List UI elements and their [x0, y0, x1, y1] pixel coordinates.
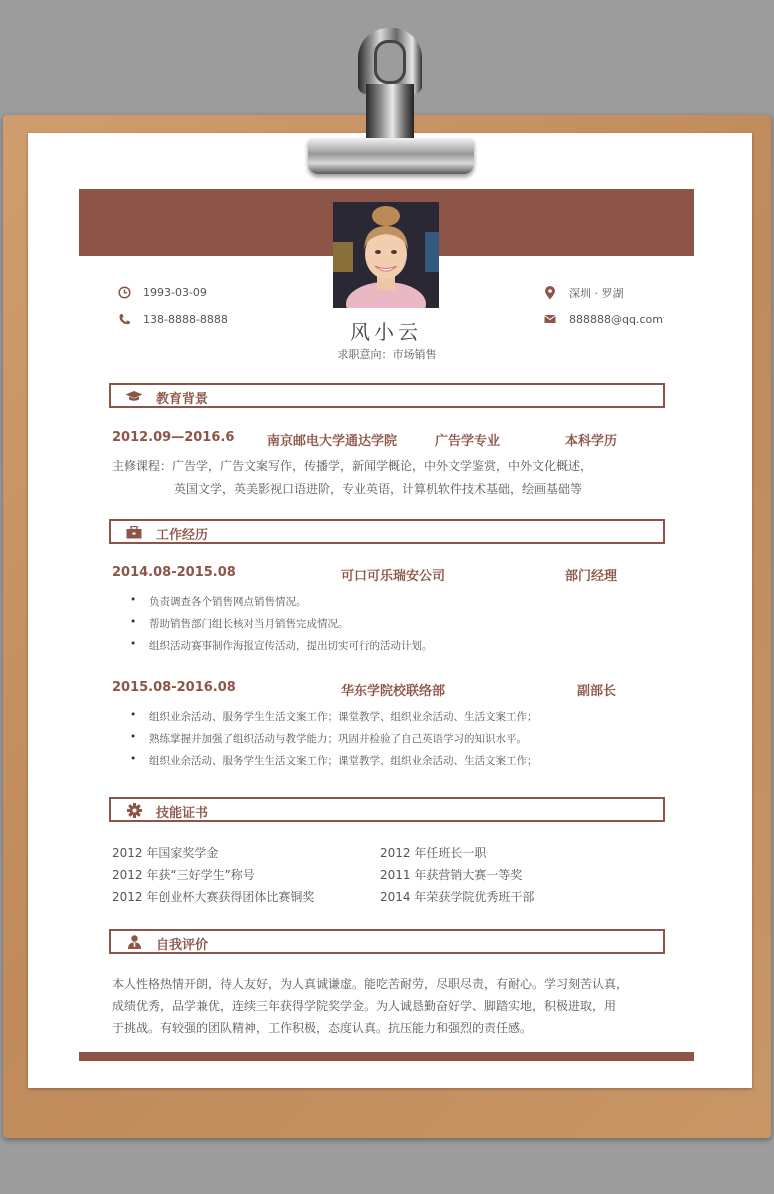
phone-text: 138-8888-8888	[143, 312, 228, 326]
job-period: 2014.08-2015.08	[112, 565, 236, 580]
job-duty: • 负责调查各个销售网点销售情况。	[130, 594, 307, 608]
phone-info	[117, 312, 228, 326]
job-objective: 求职意向：市场销售	[337, 348, 437, 361]
job-period: 2015.08-2016.08	[112, 680, 236, 695]
clock-icon	[117, 285, 131, 299]
job-duty: • 帮助销售部门组长核对当月销售完成情况。	[130, 616, 349, 630]
location-info	[543, 285, 624, 301]
skill-item: 2012 年创业杯大赛获得团体比赛铜奖	[112, 890, 315, 904]
section-self-eval	[109, 929, 665, 954]
job-position: 副部长	[577, 684, 617, 699]
envelope-icon	[543, 312, 557, 326]
courses-line-1: 主修课程：广告学，广告文案写作，传播学，新闻学概论，中外文学鉴赏，中外文化概述，	[112, 459, 593, 473]
location-text: 深圳 · 罗湖	[569, 287, 624, 300]
graduation-cap-icon	[125, 388, 143, 404]
footer-bar	[79, 1052, 694, 1061]
education-period: 2012.09—2016.6	[112, 430, 235, 445]
section-title-self-eval: 自我评价	[156, 938, 209, 953]
skill-item: 2012 年任班长一职	[380, 846, 487, 860]
person-icon	[125, 934, 143, 950]
profile-photo	[333, 202, 439, 308]
section-skills	[109, 797, 665, 822]
self-eval-line: 成绩优秀，品学兼优，连续三年获得学院奖学金。为人诚恳勤奋好学、脚踏实地，积极进取，用	[112, 999, 617, 1013]
courses-line-2: 英国文学，英美影视口语进阶，专业英语，计算机软件技术基础，绘画基础等	[174, 482, 583, 496]
map-pin-icon	[543, 286, 557, 300]
self-eval-line: 于挑战。有较强的团队精神，工作积极，态度认真。抗压能力和强烈的责任感。	[112, 1021, 533, 1035]
job-company: 可口可乐瑞安公司	[341, 569, 446, 584]
candidate-name: 风小云	[350, 320, 422, 344]
education-degree: 本科学历	[565, 434, 618, 449]
education-school: 南京邮电大学通达学院	[267, 434, 398, 449]
job-duty: • 熟练掌握并加强了组织活动与教学能力；巩固并检验了自己英语学习的知识水平。	[130, 731, 527, 745]
birthday-info	[117, 285, 207, 299]
binder-clip	[300, 28, 480, 178]
phone-icon	[117, 312, 131, 326]
section-title-skills: 技能证书	[156, 806, 209, 821]
job-duty: • 组织业余活动、服务学生生活文案工作；课堂教学、组织业余活动、生活文案工作；	[130, 709, 538, 723]
birthday-text: 1993-03-09	[143, 285, 207, 299]
email-text: 888888@qq.com	[569, 312, 663, 326]
education-major: 广告学专业	[435, 434, 501, 449]
section-title-education: 教育背景	[156, 392, 209, 407]
email-info	[543, 312, 663, 326]
gear-icon	[125, 802, 143, 818]
job-duty: • 组织活动赛事制作海报宣传活动，提出切实可行的活动计划。	[130, 638, 433, 652]
skill-item: 2014 年荣获学院优秀班干部	[380, 890, 535, 904]
section-education	[109, 383, 665, 408]
skill-item: 2012 年国家奖学金	[112, 846, 219, 860]
job-position: 部门经理	[565, 569, 618, 584]
job-company: 华东学院校联络部	[341, 684, 446, 699]
skill-item: 2012 年获“三好学生”称号	[112, 868, 255, 882]
section-title-work: 工作经历	[156, 528, 209, 543]
job-duty: • 组织业余活动、服务学生生活文案工作；课堂教学、组织业余活动、生活文案工作；	[130, 753, 538, 767]
skill-item: 2011 年获营销大赛一等奖	[380, 868, 523, 882]
self-eval-line: 本人性格热情开朗，待人友好，为人真诚谦虚。能吃苦耐劳，尽职尽责，有耐心。学习刻苦认真，	[112, 977, 629, 991]
section-work	[109, 519, 665, 544]
briefcase-icon	[125, 524, 143, 540]
